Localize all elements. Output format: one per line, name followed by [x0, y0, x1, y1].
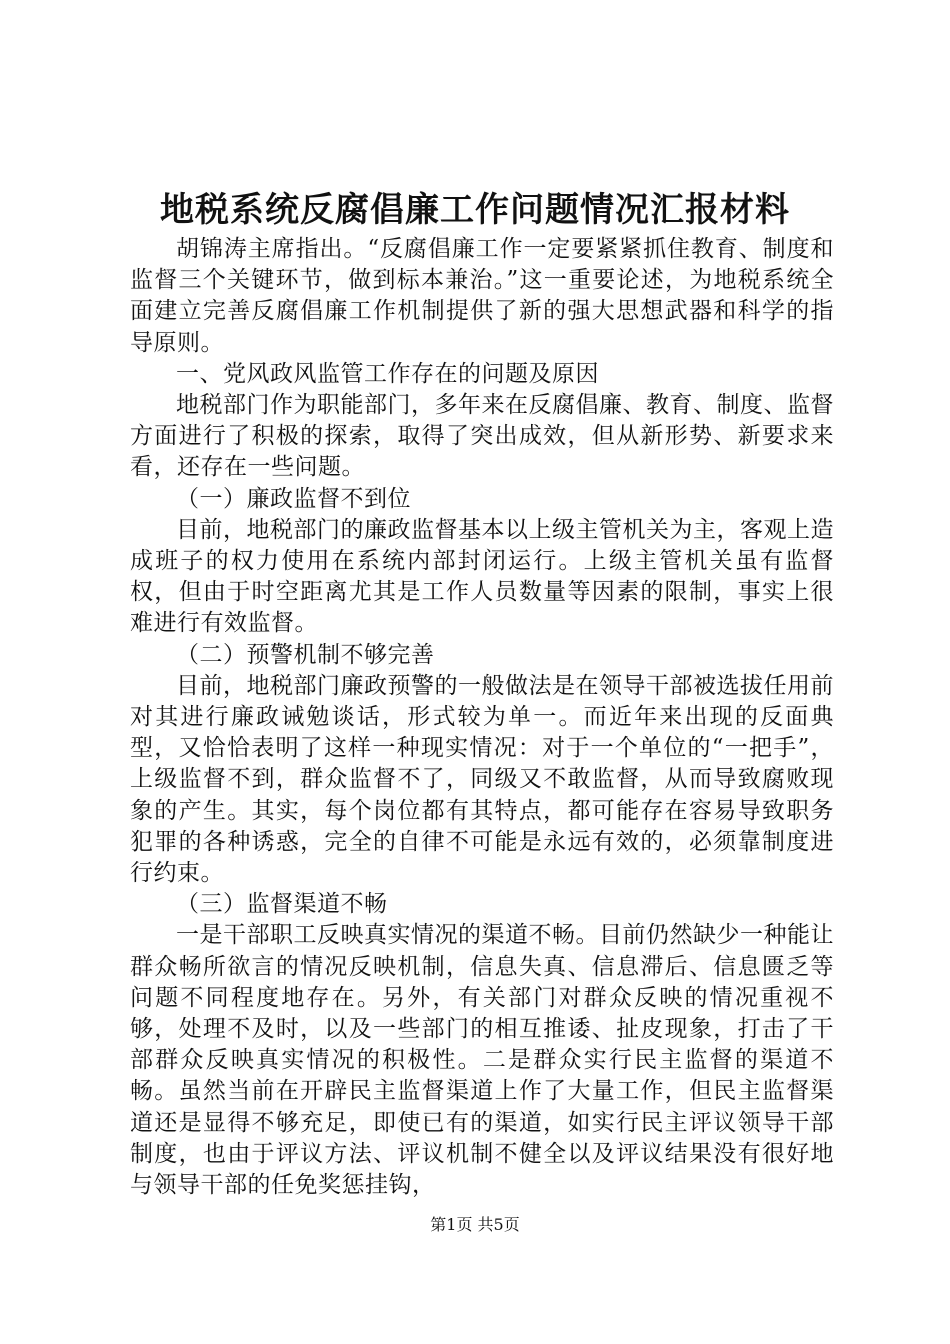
subsection-heading-3: （三）监督渠道不畅 [176, 891, 388, 918]
section-heading-1: 一、党风政风监管工作存在的问题及原因 [176, 360, 599, 387]
document-body [130, 234, 834, 1201]
paragraph-subsection-2: 目前，地税部门廉政预警的一般做法是在领导干部被选拔任用前对其进行廉政诫勉谈话，形式较为单一。而近年来出现的反面典型，又恰恰表明了这样一种现实情况：对于一个单位的“一把手”，上级监督不到，群众监督不了，同级又不敢监督，从而导致腐败现象的产生。其实，每个岗位都有其特点，都可能存在容易导致职务犯罪的各种诱惑，完全的自律不可能是永远有效的，必须靠制度进行约束。 [130, 672, 834, 887]
document-title: 地税系统反腐倡廉工作问题情况汇报材料 [160, 190, 790, 230]
paragraph-intro: 胡锦涛主席指出。“反腐倡廉工作一定要紧紧抓住教育、制度和监督三个关键环节，做到标本兼治。”这一重要论述，为地税系统全面建立完善反腐倡廉工作机制提供了新的强大思想武器和科学的指导原则。 [130, 236, 834, 356]
paragraph-subsection-1: 目前，地税部门的廉政监督基本以上级主管机关为主，客观上造成班子的权力使用在系统内部封闭运行。上级主管机关虽有监督权，但由于时空距离尤其是工作人员数量等因素的限制，事实上很难进行有效监督。 [130, 516, 834, 637]
paragraph-section-1: 地税部门作为职能部门，多年来在反腐倡廉、教育、制度、监督方面进行了积极的探索，取得了突出成效，但从新形势、新要求来看，还存在一些问题。 [130, 392, 834, 481]
subsection-heading-1: （一）廉政监督不到位 [176, 485, 411, 512]
paragraph-subsection-3: 一是干部职工反映真实情况的渠道不畅。目前仍然缺少一种能让群众畅所欲言的情况反映机制，信息失真、信息滞后、信息匮乏等问题不同程度地存在。另外，有关部门对群众反映的情况重视不够，处理不及时，以及一些部门的相互推诿、扯皮现象，打击了干部群众反映真实情况的积极性。二是群众实行民主监督的渠道不畅。虽然当前在开辟民主监督渠道上作了大量工作，但民主监督渠道还是显得不够充足，即使已有的渠道，如实行民主评议领导干部制度，也由于评议方法、评议机制不健全以及评议结果没有很好地与领导干部的任免奖惩挂钩， [130, 922, 834, 1199]
page-footer: 第1页 共5页 [430, 1215, 520, 1234]
subsection-heading-2: （二）预警机制不够完善 [176, 641, 435, 668]
